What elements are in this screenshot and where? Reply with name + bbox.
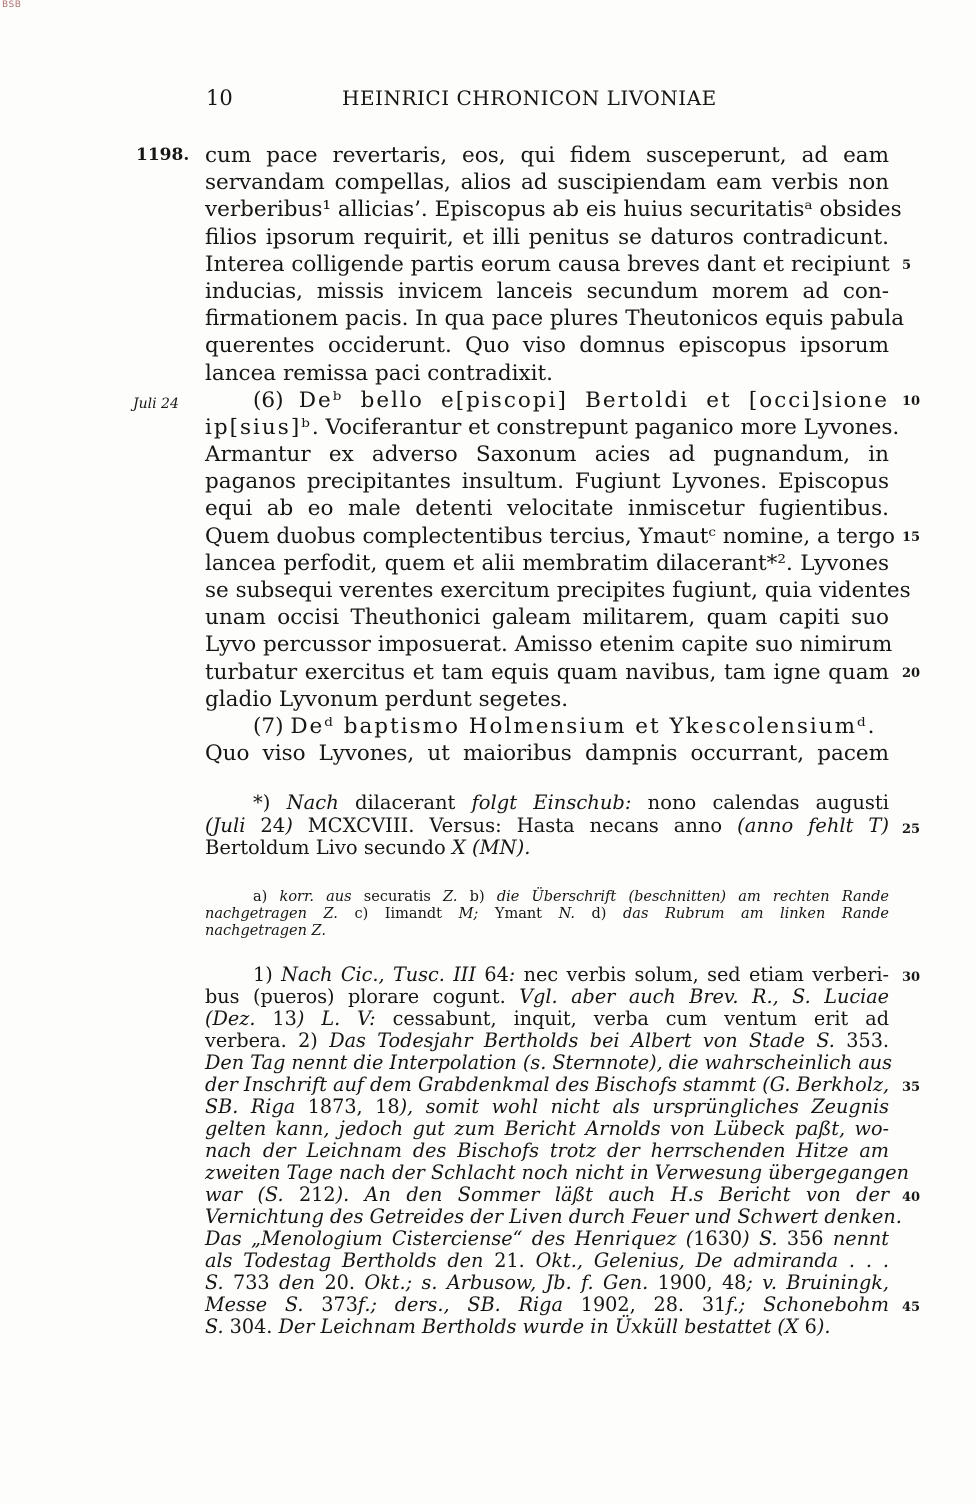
fn-text: f.; Schonebohm (726, 1293, 889, 1316)
fn-text: 1630 (693, 1227, 743, 1250)
text-line: Quem duobus complectentibus tercius, Ymautᶜ nomine, a tergo (205, 523, 895, 549)
footnote-line (205, 889, 889, 906)
fn-text: 20. (315, 1271, 365, 1294)
fn-text: Okt., Gelenius, De admiranda . . . (535, 1249, 889, 1272)
text-line: se subsequi verentes exercitum precipites fugiunt, quia videntes (205, 578, 911, 603)
footnote-line (205, 923, 889, 940)
line-number: 40 (902, 1190, 921, 1205)
library-stamp: BSB (2, 0, 22, 10)
fn-text: b) (457, 889, 497, 905)
text-line: firmationem pacis. In qua pace plures Theutonicos equis pabula (205, 306, 905, 332)
footnote-line (205, 1140, 889, 1162)
fn-text: Z. (443, 889, 458, 905)
fn-text: SB. Riga (205, 1095, 296, 1118)
margin-date: Juli 24 (133, 396, 179, 412)
section-title-cont: ip[sius]ᵇ (205, 414, 312, 440)
text-line: Armantur ex adverso Saxonum acies ad pugnandum, in (205, 442, 889, 468)
line-number: 15 (902, 530, 921, 545)
fn-text: Bertoldum Livo secundo (205, 836, 452, 860)
line-number: 35 (902, 1080, 921, 1095)
fn-text: Das Todesjahr Bertholds bei Albert von Stade S. (329, 1029, 835, 1052)
line-number: 5 (902, 258, 912, 273)
footnote-line (205, 815, 889, 838)
fn-text: nec verbis solum, sed etiam verberi- (515, 963, 890, 986)
text-line: querentes occiderunt. Quo viso domnus episcopus ipsorum (205, 333, 889, 359)
footnote-star (205, 792, 889, 860)
fn-text: korr. aus (279, 889, 352, 905)
footnote-line (205, 1250, 889, 1272)
footnote-line (205, 906, 889, 923)
fn-text: fehlt T) (808, 813, 890, 837)
fn-text: nono calendas augusti (631, 791, 889, 814)
fn-text: das Rubrum am linken Rande (623, 906, 889, 922)
text-line: servandam compellas, alios ad suscipiendam eam verbis non (205, 170, 889, 196)
fn-text: Nach (286, 791, 339, 814)
fn-text: als Todestag Bertholds den (205, 1249, 484, 1272)
fn-text: cessabunt, inquit, verba cum ventum erit ad (375, 1007, 889, 1030)
fn-text: ) S. (742, 1227, 778, 1250)
fn-text: ) L. V: (296, 1007, 376, 1030)
fn-text: den (279, 1271, 316, 1294)
footnote-line (205, 1316, 889, 1338)
footnote-line (205, 1205, 902, 1228)
text-line: equi ab eo male detenti velocitate inmiscetur fugientibus. (205, 496, 889, 522)
footnote-line (205, 1051, 892, 1074)
section-number: (6) (253, 387, 284, 413)
section-number: (7) (253, 713, 284, 739)
fn-text: : (508, 963, 516, 986)
text-line: turbatur exercitus et tam equis quam navibus, tam igne quam (205, 659, 889, 685)
fn-text: 373 (303, 1293, 358, 1316)
fn-text: ), somit wohl nicht als ursprüngliches Zeugnis (399, 1095, 889, 1118)
main-text (205, 142, 911, 767)
fn-text: dilacerant (338, 791, 472, 814)
footnotes-alpha (205, 889, 889, 940)
text-line: lancea remissa paci contradixit. (205, 360, 553, 386)
fn-text: nachgetragen Z. (205, 906, 338, 922)
fn-text: 1) (253, 963, 282, 986)
footnote-line (205, 964, 889, 986)
text-line: Interea colligende partis eorum causa breves dant et recipiunt (205, 251, 890, 277)
fn-text: f.; ders., SB. Riga (357, 1293, 563, 1316)
footnotes-numbered (205, 963, 910, 1338)
line-number: 20 (902, 666, 921, 681)
fn-text: nachgetragen Z. (205, 923, 326, 939)
fn-text: a) (253, 889, 280, 905)
section-heading (205, 387, 889, 414)
line-number: 10 (902, 394, 921, 409)
fn-text: N. (558, 906, 575, 922)
text-line: gladio Lyvonum perdunt segetes. (205, 686, 569, 712)
fn-text: (Juli (205, 813, 246, 837)
text-line: cum pace revertaris, eos, qui fidem susceperunt, ad eam (205, 143, 889, 168)
fn-text: d) (574, 906, 624, 922)
fn-text: Nach Cic., Tusc. III (281, 963, 476, 986)
text-line: Quo viso Lyvones, ut maioribus dampnis occurrant, pacem (205, 741, 889, 767)
fn-text: 1900, 48 (648, 1271, 747, 1294)
footnote-line (205, 1008, 889, 1030)
fn-text: der Inschrift auf dem Grabdenkmal des Bischofs stammt (G. Berkholz, (205, 1073, 890, 1096)
fn-text: bus (pueros) plorare cogunt. (205, 985, 520, 1008)
fn-text: nennt (832, 1227, 889, 1250)
fn-text: (Dez. (205, 1007, 256, 1030)
fn-text: 64 (475, 963, 509, 986)
fn-text: war (S. (205, 1183, 284, 1206)
fn-text: *) (253, 791, 287, 814)
fn-text: 21. (483, 1249, 536, 1272)
section-title: Deᵈ baptismo Holmensium et Ykescolensiumᵈ. (290, 713, 877, 739)
fn-text: 6 (798, 1315, 817, 1338)
text-line: paganos precipitantes insultum. Fugiunt Lyvones. Episcopus (205, 469, 889, 495)
fn-text: verbera. 2) (205, 1029, 330, 1052)
fn-text: zweiten Tage nach der Schlacht noch nicht in Verwesung übergegangen (205, 1161, 910, 1184)
line-number: 45 (902, 1300, 921, 1315)
fn-text: ; v. Bruiningk, (746, 1271, 889, 1294)
fn-text: 353. (834, 1029, 890, 1052)
fn-text: Vgl. aber auch Brev. R., S. Luciae (519, 985, 890, 1008)
fn-text: Der Leichnam Bertholds wurde in Üxküll bestattet (X (278, 1315, 799, 1338)
fn-text: 304. (223, 1315, 279, 1338)
margin-year: 1198. (136, 145, 190, 165)
fn-text: Den Tag nennt die Interpolation (s. Sternnote), die wahrscheinlich aus (205, 1051, 892, 1074)
fn-text: M; (458, 906, 479, 922)
fn-text: ). An den Sommer läßt auch H.s Bericht von der (335, 1183, 889, 1206)
page-number: 10 (206, 86, 233, 110)
text-line: inducias, missis invicem lanceis secundum morem ad con- (205, 278, 889, 304)
fn-text: ) (285, 813, 293, 837)
footnote-line (205, 837, 889, 860)
fn-text: gelten kann, jedoch gut zum Bericht Arnolds von Lübeck paßt, wo- (205, 1117, 889, 1140)
footnote-line (205, 1272, 889, 1294)
fn-text: securatis (351, 889, 443, 905)
footnote-line (205, 1294, 889, 1316)
footnote-line (205, 792, 889, 815)
fn-text: MCXCVIII. Versus: Hasta necans anno (292, 813, 738, 837)
fn-text: 356 (777, 1227, 833, 1250)
footnote-line (205, 986, 889, 1008)
section-heading (205, 713, 889, 740)
text-line: lancea perfodit, quem et alii membratim dilacerant*². Lyvones (205, 550, 889, 576)
footnote-line (205, 1118, 889, 1140)
fn-text: c) Iimandt (337, 906, 459, 922)
text-span: . Vociferantur et constrepunt paganico more Lyvones. (311, 414, 900, 440)
fn-text: (anno (737, 813, 809, 837)
fn-text: Messe S. (205, 1293, 304, 1316)
footnote-line (205, 1184, 889, 1206)
footnote-line (205, 1074, 889, 1096)
footnote-line (205, 1030, 889, 1052)
footnote-line (205, 1161, 910, 1184)
line-number: 25 (902, 822, 921, 837)
running-title: HEINRICI CHRONICON LIVONIAE (342, 86, 717, 110)
fn-text: 24 (245, 813, 286, 837)
fn-text: 212 (283, 1183, 336, 1206)
fn-text: Ymant (478, 906, 559, 922)
fn-text: Vernichtung des Getreides der Liven durch Feuer und Schwert denken. (205, 1205, 902, 1228)
text-line: unam occisi Theuthonici galeam militarem, quam capiti suo (205, 605, 889, 631)
fn-text: S. (205, 1271, 224, 1294)
fn-text: folgt Einschub: (471, 791, 632, 814)
text-line: filios ipsorum requirit, et illi penitus se daturos contradicunt. (205, 224, 889, 250)
footnote-line (205, 1228, 889, 1250)
fn-text: ). (816, 1315, 831, 1338)
text-line: Lyvo percussor imposuerat. Amisso etenim capite suo nimirum (205, 632, 893, 658)
fn-text: 1873, 18 (295, 1095, 400, 1118)
fn-text: 1902, 28. 31 (562, 1293, 727, 1316)
section-title: Deᵇ bello e[piscopi] Bertoldi et [occi]sione (298, 387, 890, 413)
footnote-line (205, 1096, 889, 1118)
fn-text: 13 (255, 1007, 297, 1030)
fn-text: Okt.; s. Arbusow, Jb. f. Gen. (364, 1271, 649, 1294)
fn-text: S. (205, 1315, 224, 1338)
fn-text: X (MN). (451, 836, 531, 860)
fn-text: Das „Menologium Cisterciense“ des Henriquez ( (205, 1227, 694, 1250)
line-number: 30 (902, 970, 921, 985)
fn-text: nach der Leichnam des Bischofs trotz der herrschenden Hitze am (205, 1139, 889, 1162)
text-line (205, 414, 900, 441)
text-line: verberibus¹ allicias’. Episcopus ab eis huius securitatisᵃ obsides (205, 197, 902, 223)
fn-text: 733 (223, 1271, 280, 1294)
fn-text: die Überschrift (beschnitten) am rechten Rande (496, 889, 889, 905)
